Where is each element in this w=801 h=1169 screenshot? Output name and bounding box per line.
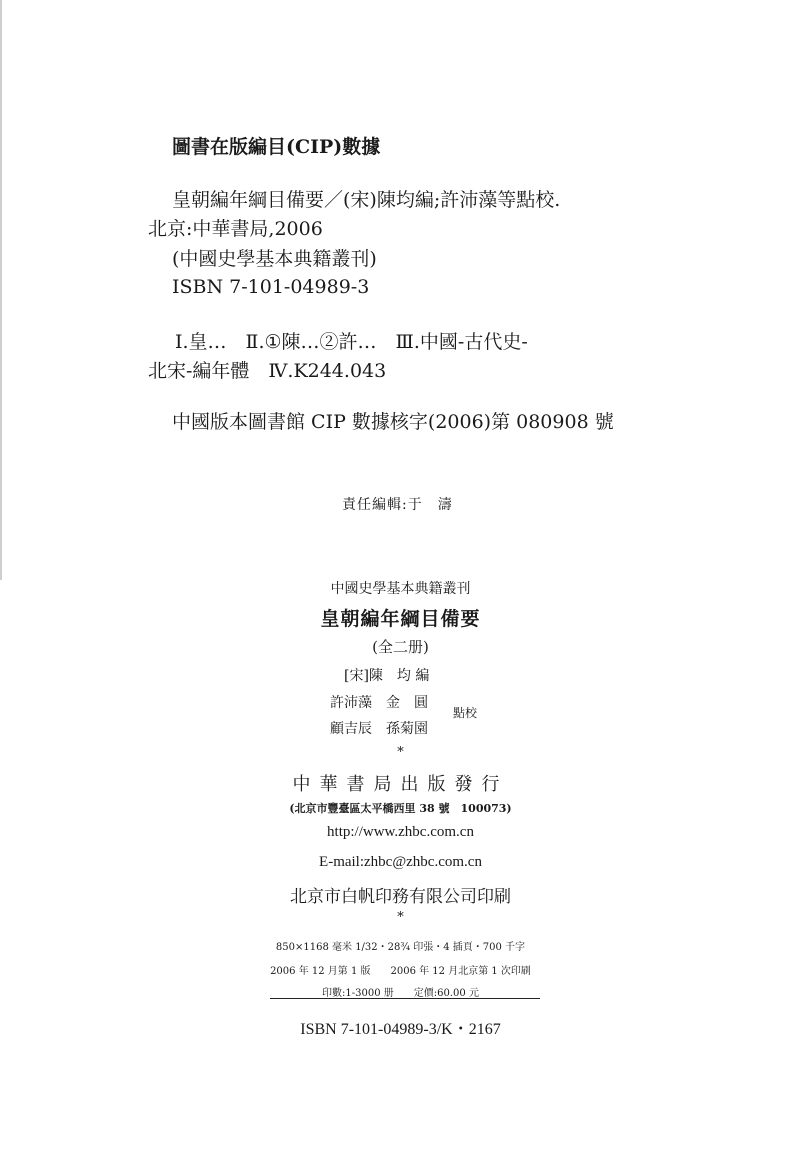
- divider-rule: [270, 998, 540, 999]
- punctuators-role: 點校: [453, 706, 478, 720]
- cip-isbn: ISBN 7-101-04989-3: [172, 276, 370, 298]
- edition-info: 2006 年 12 月第 1 版 2006 年 12 月北京第 1 次印刷: [270, 966, 531, 977]
- responsible-editor: 責任編輯:于 濤: [342, 497, 453, 513]
- cip-number: 中國版本圖書館 CIP 數據核字(2006)第 080908 號: [172, 411, 614, 433]
- website-url: http://www.zhbc.com.cn: [327, 824, 474, 840]
- punctuators-row-1: 許沛藻 金 圓: [330, 695, 428, 711]
- cip-publisher-line: 北京:中華書局,2006: [148, 218, 323, 240]
- publisher-address: (北京市豐臺區太平橋西里 38 號 100073): [289, 802, 512, 815]
- separator-star-1: *: [397, 745, 404, 760]
- punctuators-row-2: 顧吉辰 孫菊園: [330, 721, 428, 737]
- print-run-price: 印數:1-3000 册 定價:60.00 元: [322, 988, 479, 999]
- cip-classification-line-1: Ⅰ.皇… Ⅱ.①陳…②許… Ⅲ.中國-古代史-: [175, 331, 528, 353]
- scan-edge-shadow: [0, 0, 2, 580]
- isbn-full: ISBN 7-101-04989-3/K・2167: [300, 1021, 501, 1038]
- cip-heading: 圖書在版編目(CIP)數據: [172, 136, 381, 158]
- format-spec: 850×1168 毫米 1/32・28¾ 印張・4 插頁・700 千字: [275, 942, 526, 953]
- cip-title-line: 皇朝編年綱目備要／(宋)陳均編;許沛藻等點校.: [172, 189, 561, 211]
- publisher-line: 中華書局出版發行: [292, 774, 509, 795]
- book-title: 皇朝編年綱目備要: [320, 608, 481, 630]
- series-name: 中國史學基本典籍叢刊: [330, 581, 471, 597]
- cip-classification-line-2: 北宋-編年體 Ⅳ.K244.043: [148, 360, 387, 382]
- cip-series-line: (中國史學基本典籍叢刊): [172, 248, 377, 270]
- separator-star-2: *: [397, 910, 404, 925]
- email-address: E-mail:zhbc@zhbc.com.cn: [319, 854, 482, 870]
- author-line: [宋]陳 均 編: [344, 668, 430, 684]
- printer-line: 北京市白帆印務有限公司印刷: [290, 887, 511, 907]
- volume-count: (全二册): [372, 638, 429, 656]
